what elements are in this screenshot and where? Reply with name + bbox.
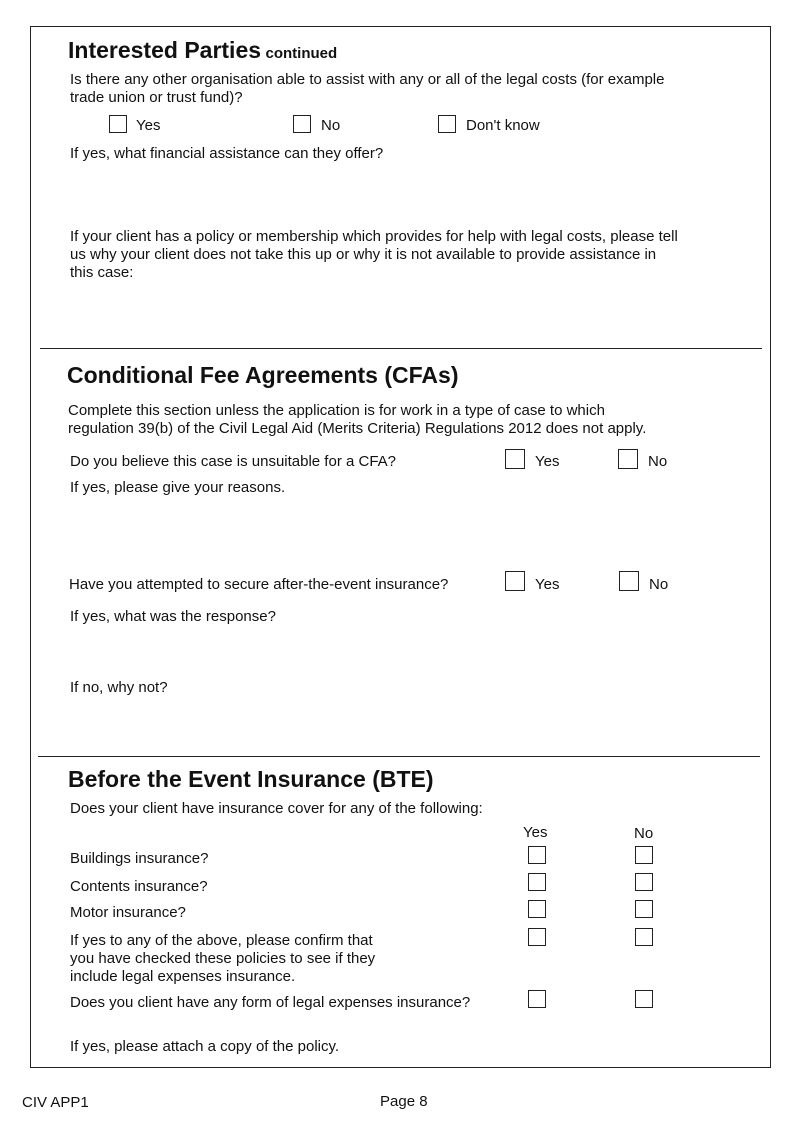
bte-buildings-yes-checkbox[interactable] (528, 846, 546, 864)
cfa-intro-line1: Complete this section unless the application is for work in a type of case to which (68, 402, 605, 419)
section-divider-cfa (40, 348, 762, 349)
policy-membership-question-line2: us why your client does not take this up or why it is not available to provide assistance in (70, 246, 657, 263)
other-organisation-no-checkbox[interactable] (293, 115, 311, 133)
other-organisation-dont-know-label: Don't know (466, 117, 540, 134)
section-title: Interested Parties (68, 37, 262, 63)
bte-attach-policy-note: If yes, please attach a copy of the policy. (70, 1038, 340, 1055)
policy-membership-question-line3: this case: (70, 264, 134, 281)
bte-confirm-yes-checkbox[interactable] (528, 928, 546, 946)
cfa-intro-line2: regulation 39(b) of the Civil Legal Aid (Merits Criteria) Regulations 2012 does not apply. (68, 420, 647, 437)
other-organisation-dont-know-checkbox[interactable] (438, 115, 456, 133)
ate-insurance-no-label: No (649, 576, 669, 593)
bte-buildings-no-checkbox[interactable] (635, 846, 653, 864)
policy-membership-question-line1: If your client has a policy or membership which provides for help with legal costs, please tell (70, 228, 678, 245)
cfa-unsuitable-yes-label: Yes (535, 453, 560, 470)
ate-insurance-no-checkbox[interactable] (619, 571, 639, 591)
other-organisation-yes-checkbox[interactable] (109, 115, 127, 133)
bte-row-contents-label: Contents insurance? (70, 878, 208, 895)
other-organisation-yes-label: Yes (136, 117, 161, 134)
cfa-unsuitable-question: Do you believe this case is unsuitable for a CFA? (70, 453, 397, 470)
bte-contents-no-checkbox[interactable] (635, 873, 653, 891)
bte-motor-no-checkbox[interactable] (635, 900, 653, 918)
form-code: CIV APP1 (22, 1094, 89, 1111)
cfa-unsuitable-no-checkbox[interactable] (618, 449, 638, 469)
bte-row-confirm-line1: If yes to any of the above, please confirm that (70, 932, 373, 949)
ate-insurance-yes-label: Yes (535, 576, 560, 593)
bte-confirm-no-checkbox[interactable] (635, 928, 653, 946)
ate-insurance-question: Have you attempted to secure after-the-event insurance? (69, 576, 449, 593)
financial-assistance-question: If yes, what financial assistance can they offer? (70, 145, 384, 162)
cfa-unsuitable-no-label: No (648, 453, 668, 470)
other-organisation-question-line1: Is there any other organisation able to assist with any or all of the legal costs (for example (70, 71, 665, 88)
section-title-suffix: continued (265, 45, 338, 62)
bte-column-yes: Yes (523, 824, 548, 841)
cfa-reasons-prompt: If yes, please give your reasons. (70, 479, 286, 496)
page-number: Page 8 (380, 1093, 428, 1110)
ate-insurance-yes-checkbox[interactable] (505, 571, 525, 591)
bte-row-legal-expenses-label: Does you client have any form of legal expenses insurance? (70, 994, 471, 1011)
other-organisation-question-line2: trade union or trust fund)? (70, 89, 243, 106)
ate-response-prompt: If yes, what was the response? (70, 608, 276, 625)
bte-row-confirm-line2: you have checked these policies to see if they (70, 950, 376, 967)
bte-row-motor-label: Motor insurance? (70, 904, 186, 921)
bte-legal-expenses-yes-checkbox[interactable] (528, 990, 546, 1008)
section-divider-bte (38, 756, 760, 757)
bte-contents-yes-checkbox[interactable] (528, 873, 546, 891)
bte-legal-expenses-no-checkbox[interactable] (635, 990, 653, 1008)
cfa-section-title: Conditional Fee Agreements (CFAs) (67, 362, 459, 388)
cfa-unsuitable-yes-checkbox[interactable] (505, 449, 525, 469)
bte-row-confirm-line3: include legal expenses insurance. (70, 968, 296, 985)
bte-section-title: Before the Event Insurance (BTE) (68, 766, 434, 792)
bte-intro: Does your client have insurance cover for any of the following: (70, 800, 483, 817)
other-organisation-no-label: No (321, 117, 341, 134)
bte-row-buildings-label: Buildings insurance? (70, 850, 209, 867)
bte-motor-yes-checkbox[interactable] (528, 900, 546, 918)
bte-column-no: No (634, 825, 654, 842)
interested-parties-heading (68, 37, 337, 64)
ate-why-not-prompt: If no, why not? (70, 679, 168, 696)
